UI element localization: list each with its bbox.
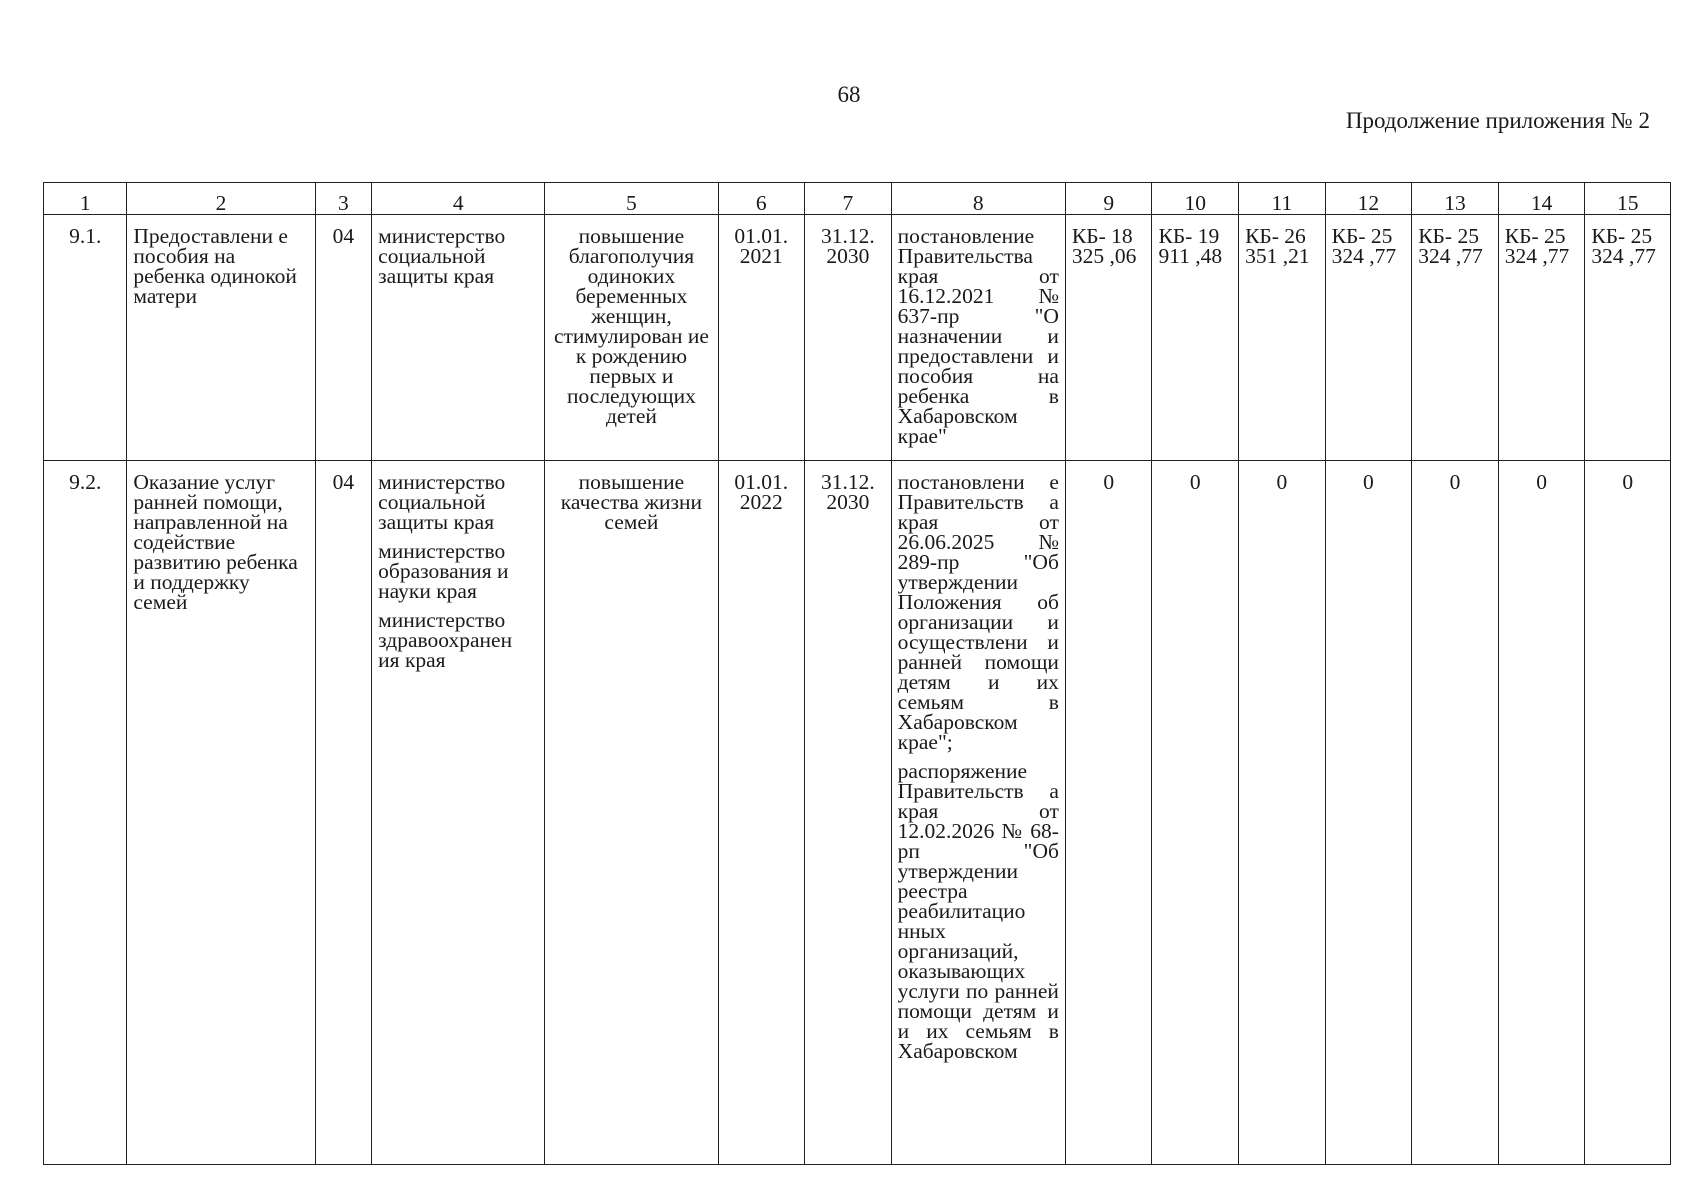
table-row bbox=[44, 215, 1671, 461]
value-cell: 0 bbox=[1412, 461, 1499, 1165]
value-cell: КБ- 26 351 ,21 bbox=[1239, 215, 1326, 461]
executor: министерство здравоохранен ия края bbox=[378, 607, 513, 672]
end-date: 31.12. 2030 bbox=[805, 461, 892, 1165]
page-number: 68 bbox=[837, 82, 861, 107]
column-number: 11 bbox=[1239, 183, 1326, 215]
value-cell: 0 bbox=[1065, 461, 1152, 1165]
executor: министерство социальной защиты края bbox=[378, 224, 506, 288]
measures-table bbox=[43, 182, 1671, 1165]
legal-act: распоряжение Правительств а края от 12.02.2026 № 68-рп "Об утверждении реестра реабилитацио нных организаций, оказывающих услуги по ранней помощи детям и и их семьям в Хабаровском bbox=[897, 758, 1059, 1063]
executor-cell bbox=[372, 461, 545, 1165]
column-number: 2 bbox=[127, 183, 315, 215]
value-cell: КБ- 19 911 ,48 bbox=[1152, 215, 1239, 461]
value-cell: КБ- 25 324 ,77 bbox=[1325, 215, 1412, 461]
column-number: 8 bbox=[891, 183, 1065, 215]
start-date: 01.01. 2022 bbox=[718, 461, 805, 1165]
value-cell: КБ- 25 324 ,77 bbox=[1585, 215, 1671, 461]
start-date: 01.01. 2021 bbox=[718, 215, 805, 461]
executor-cell bbox=[372, 215, 545, 461]
column-number: 13 bbox=[1412, 183, 1499, 215]
value-cell: 0 bbox=[1498, 461, 1585, 1165]
value-cell: КБ- 25 324 ,77 bbox=[1412, 215, 1499, 461]
end-date: 31.12. 2030 bbox=[805, 215, 892, 461]
column-number: 14 bbox=[1498, 183, 1585, 215]
code: 04 bbox=[315, 461, 372, 1165]
column-number: 4 bbox=[372, 183, 545, 215]
column-number: 10 bbox=[1152, 183, 1239, 215]
expected-result: повышение качества жизни семей bbox=[545, 461, 718, 1165]
value-cell: 0 bbox=[1585, 461, 1671, 1165]
measure-name: Предоставлени е пособия на ребенка одинокой матери bbox=[127, 215, 315, 461]
measure-name: Оказание услуг ранней помощи, направленной на содействие развитию ребенка и поддержку семей bbox=[127, 461, 315, 1165]
value-cell: 0 bbox=[1152, 461, 1239, 1165]
row-number: 9.1. bbox=[44, 215, 127, 461]
value-cell: 0 bbox=[1239, 461, 1326, 1165]
legal-act-cell bbox=[891, 215, 1065, 461]
executor: министерство образования и науки края bbox=[378, 538, 509, 603]
legal-act: постановлени е Правительств а края от 26.06.2025 № 289-пр "Об утверждении Положения об организации и осуществлени и ранней помощи детям и их семьям в Хабаровском крае"; bbox=[897, 470, 1059, 754]
appendix-continuation-label: Продолжение приложения № 2 bbox=[1345, 108, 1650, 133]
value-cell: 0 bbox=[1325, 461, 1412, 1165]
legal-act: постановление Правительства края от 16.12.2021 № 637-пр "О назначении и предоставлени и пособия на ребенка в Хабаровском крае" bbox=[897, 224, 1059, 448]
column-number: 1 bbox=[44, 183, 127, 215]
column-number: 12 bbox=[1325, 183, 1412, 215]
column-number: 15 bbox=[1585, 183, 1671, 215]
row-number: 9.2. bbox=[44, 461, 127, 1165]
table-row bbox=[44, 461, 1671, 1165]
expected-result: повышение благополучия одиноких беременных женщин, стимулирован ие к рождению первых и последующих детей bbox=[545, 215, 718, 461]
column-number: 5 bbox=[545, 183, 718, 215]
column-number: 7 bbox=[805, 183, 892, 215]
column-numbers-row bbox=[44, 183, 1671, 215]
executor: министерство социальной защиты края bbox=[378, 470, 506, 534]
legal-act-cell bbox=[891, 461, 1065, 1165]
column-number: 6 bbox=[718, 183, 805, 215]
code: 04 bbox=[315, 215, 372, 461]
column-number: 3 bbox=[315, 183, 372, 215]
column-number: 9 bbox=[1065, 183, 1152, 215]
value-cell: КБ- 25 324 ,77 bbox=[1498, 215, 1585, 461]
value-cell: КБ- 18 325 ,06 bbox=[1065, 215, 1152, 461]
